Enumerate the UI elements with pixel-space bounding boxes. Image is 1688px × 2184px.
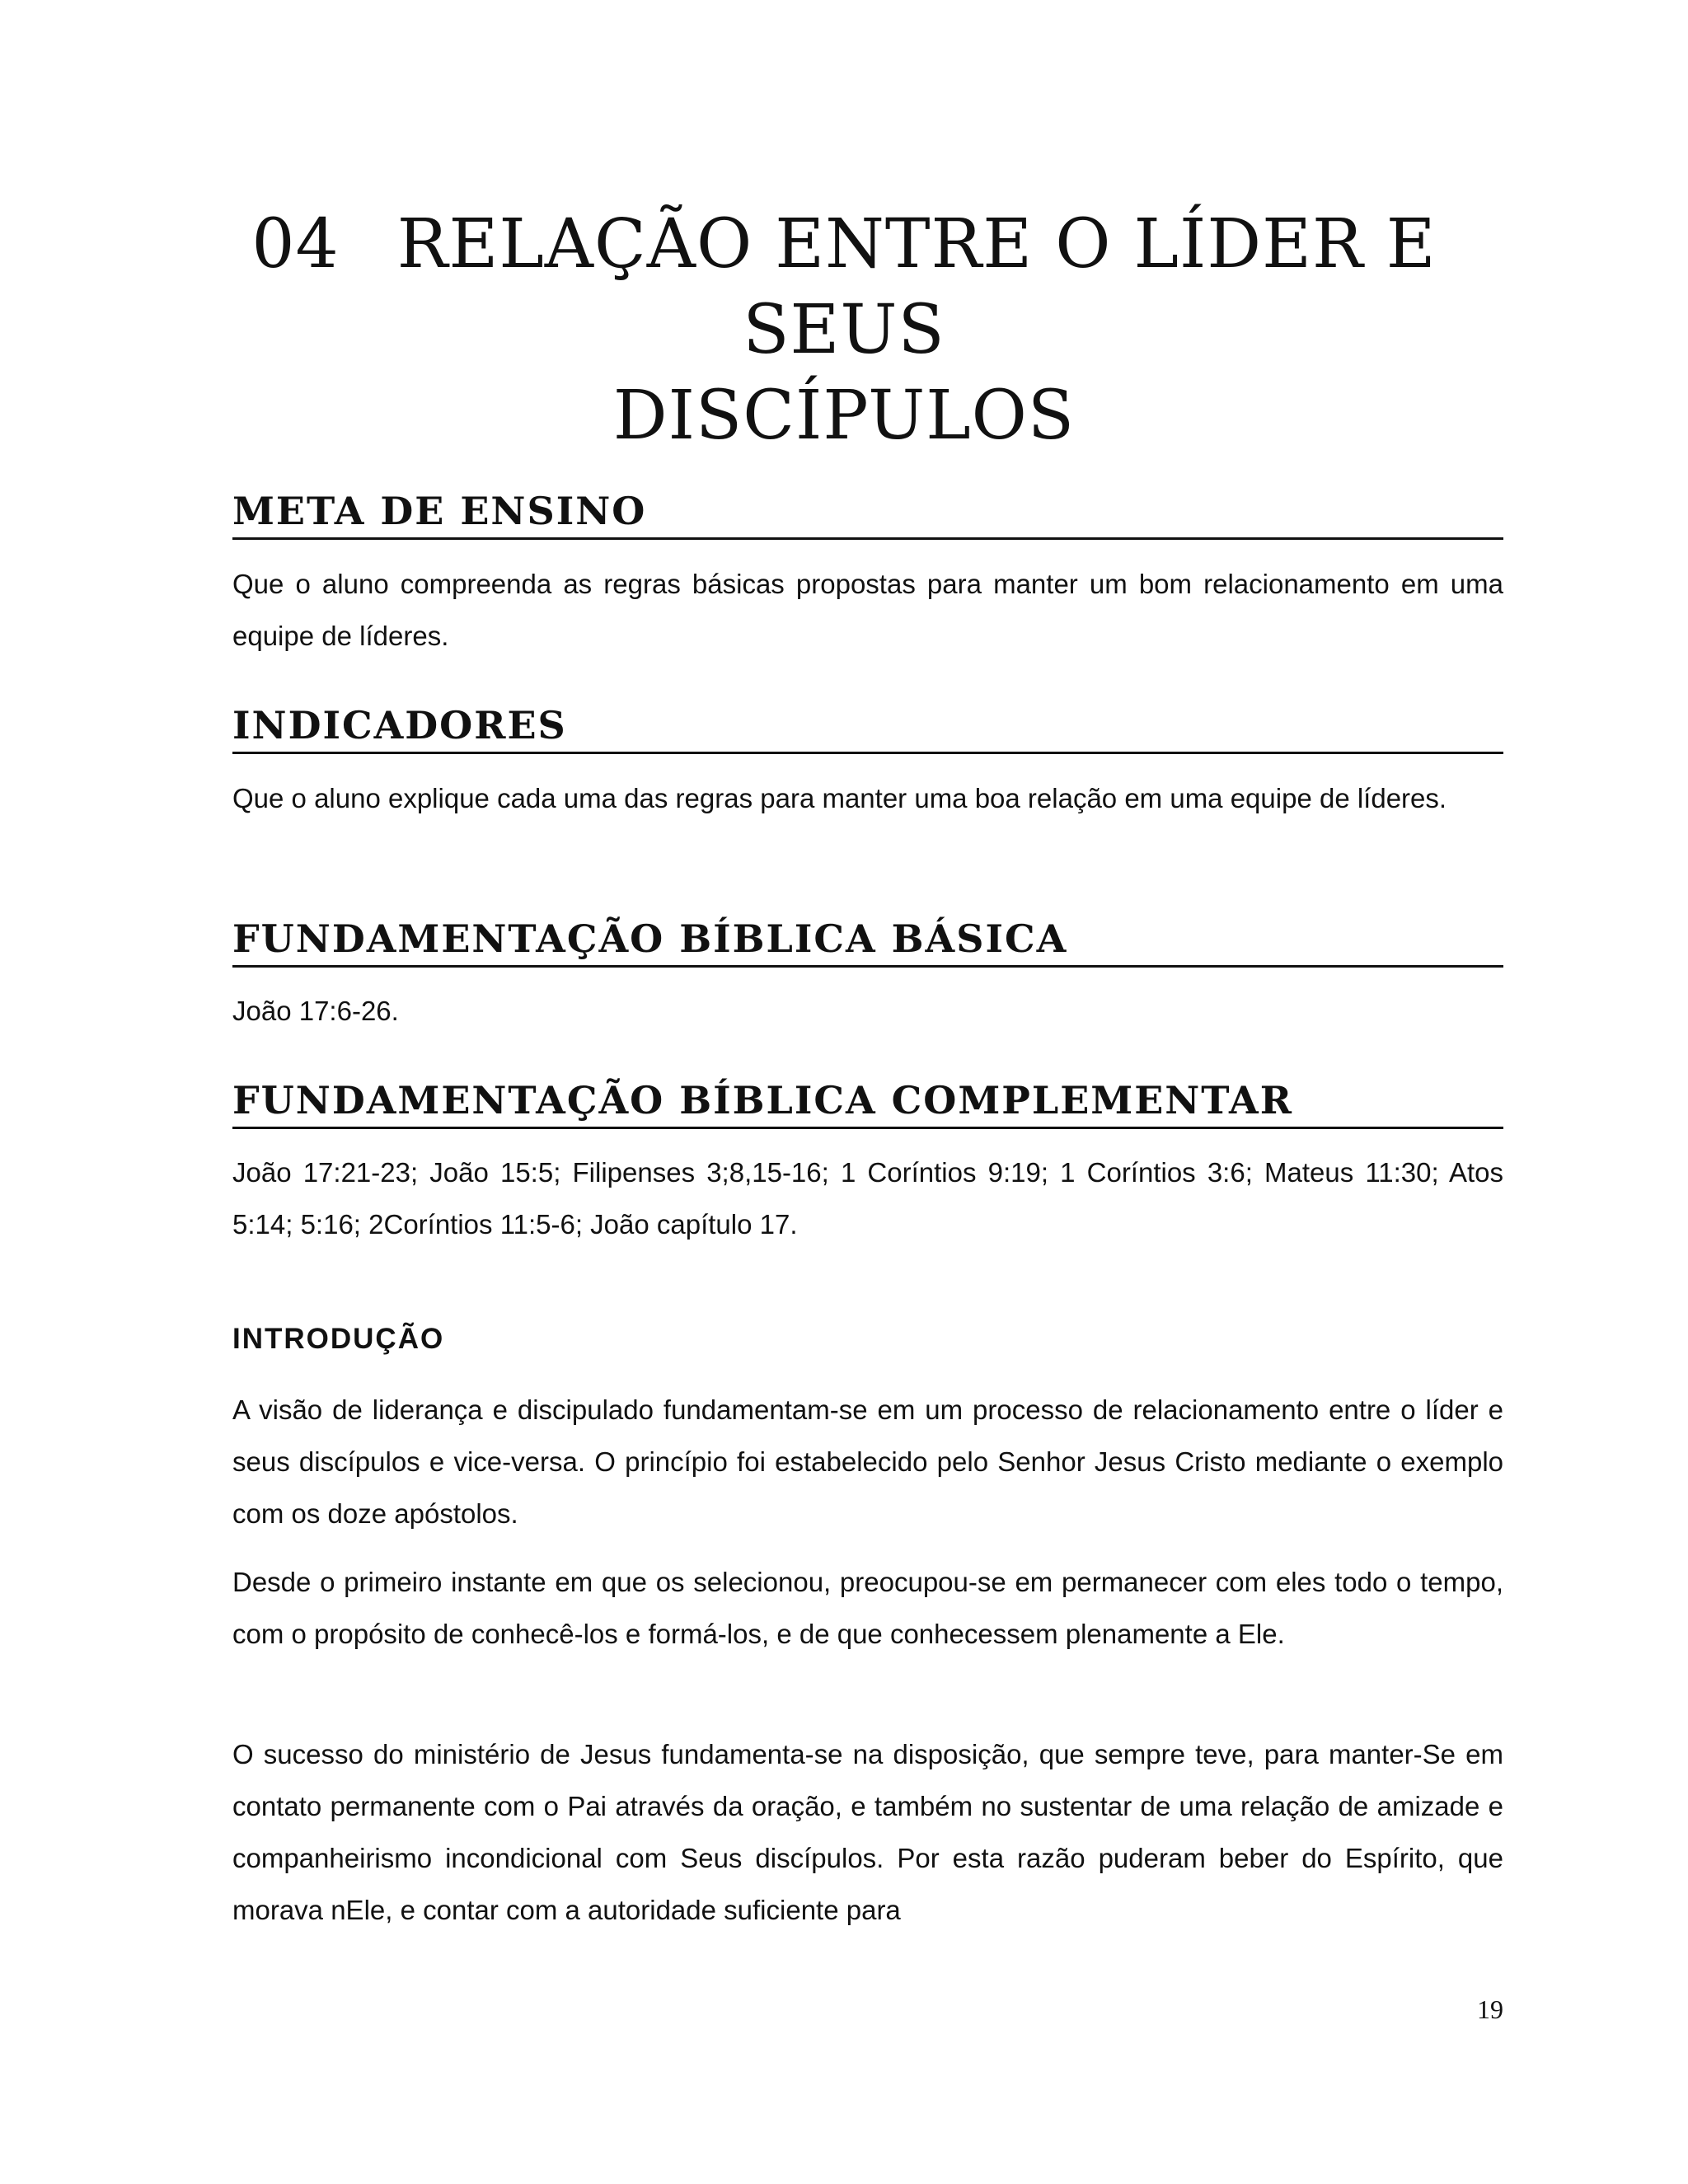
section-heading-fundamentacao-basica: FUNDAMENTAÇÃO BÍBLICA BÁSICA xyxy=(232,916,1503,968)
page-number: 19 xyxy=(1477,1994,1503,2024)
chapter-title-line-2: SEUS xyxy=(743,291,945,369)
introduction-paragraph-2: Desde o primeiro instante em que os selecionou, preocupou-se em permanecer com eles todo o tempo, com o propósito de conhecê-los e formá-los, e de que conhecessem plenamente a Ele. xyxy=(232,1567,1503,1649)
section-text-fundamentacao-basica: João 17:6-26. xyxy=(232,996,399,1026)
chapter-title-line-3: DISCÍPULOS xyxy=(612,377,1076,455)
chapter-title-line-1 xyxy=(0,202,1688,288)
section-text-meta: Que o aluno compreenda as regras básicas propostas para manter um bom relacionamento em uma equipe de líderes. xyxy=(232,569,1503,651)
section-heading-fundamentacao-complementar: FUNDAMENTAÇÃO BÍBLICA COMPLEMENTAR xyxy=(232,1077,1503,1129)
chapter-title xyxy=(0,202,1688,459)
section-heading-indicadores: INDICADORES xyxy=(232,702,1503,754)
section-text-fundamentacao-complementar: João 17:21-23; João 15:5; Filipenses 3;8,15-16; 1 Coríntios 9:19; 1 Coríntios 3:6; Mateus 11:30; Atos 5:14; 5:16; 2Coríntios 11:5-6; João capítulo 17. xyxy=(232,1157,1503,1240)
chapter-number: 04 xyxy=(251,205,340,284)
introduction-paragraph-3: O sucesso do ministério de Jesus fundamenta-se na disposição, que sempre teve, para manter-Se em contato permanente com o Pai através da oração, e também no sustentar de uma relação de amizade e companheirismo incondicional com Seus discípulos. Por esta razão puderam beber do Espírito, que morava nEle, e contar com a autoridade suficiente para xyxy=(232,1739,1503,1925)
section-text-indicadores: Que o aluno explique cada uma das regras para manter uma boa relação em uma equipe de líderes. xyxy=(232,783,1447,813)
section-heading-meta: META DE ENSINO xyxy=(232,488,1503,540)
chapter-title-text-1: RELAÇÃO ENTRE O LÍDER E xyxy=(396,205,1437,284)
introduction-heading: INTRODUÇÃO xyxy=(232,1323,445,1355)
introduction-paragraph-1: A visão de liderança e discipulado fundamentam-se em um processo de relacionamento entre o líder e seus discípulos e vice-versa. O princípio foi estabelecido pelo Senhor Jesus Cristo mediante o exemplo com os doze apóstolos. xyxy=(232,1394,1503,1529)
